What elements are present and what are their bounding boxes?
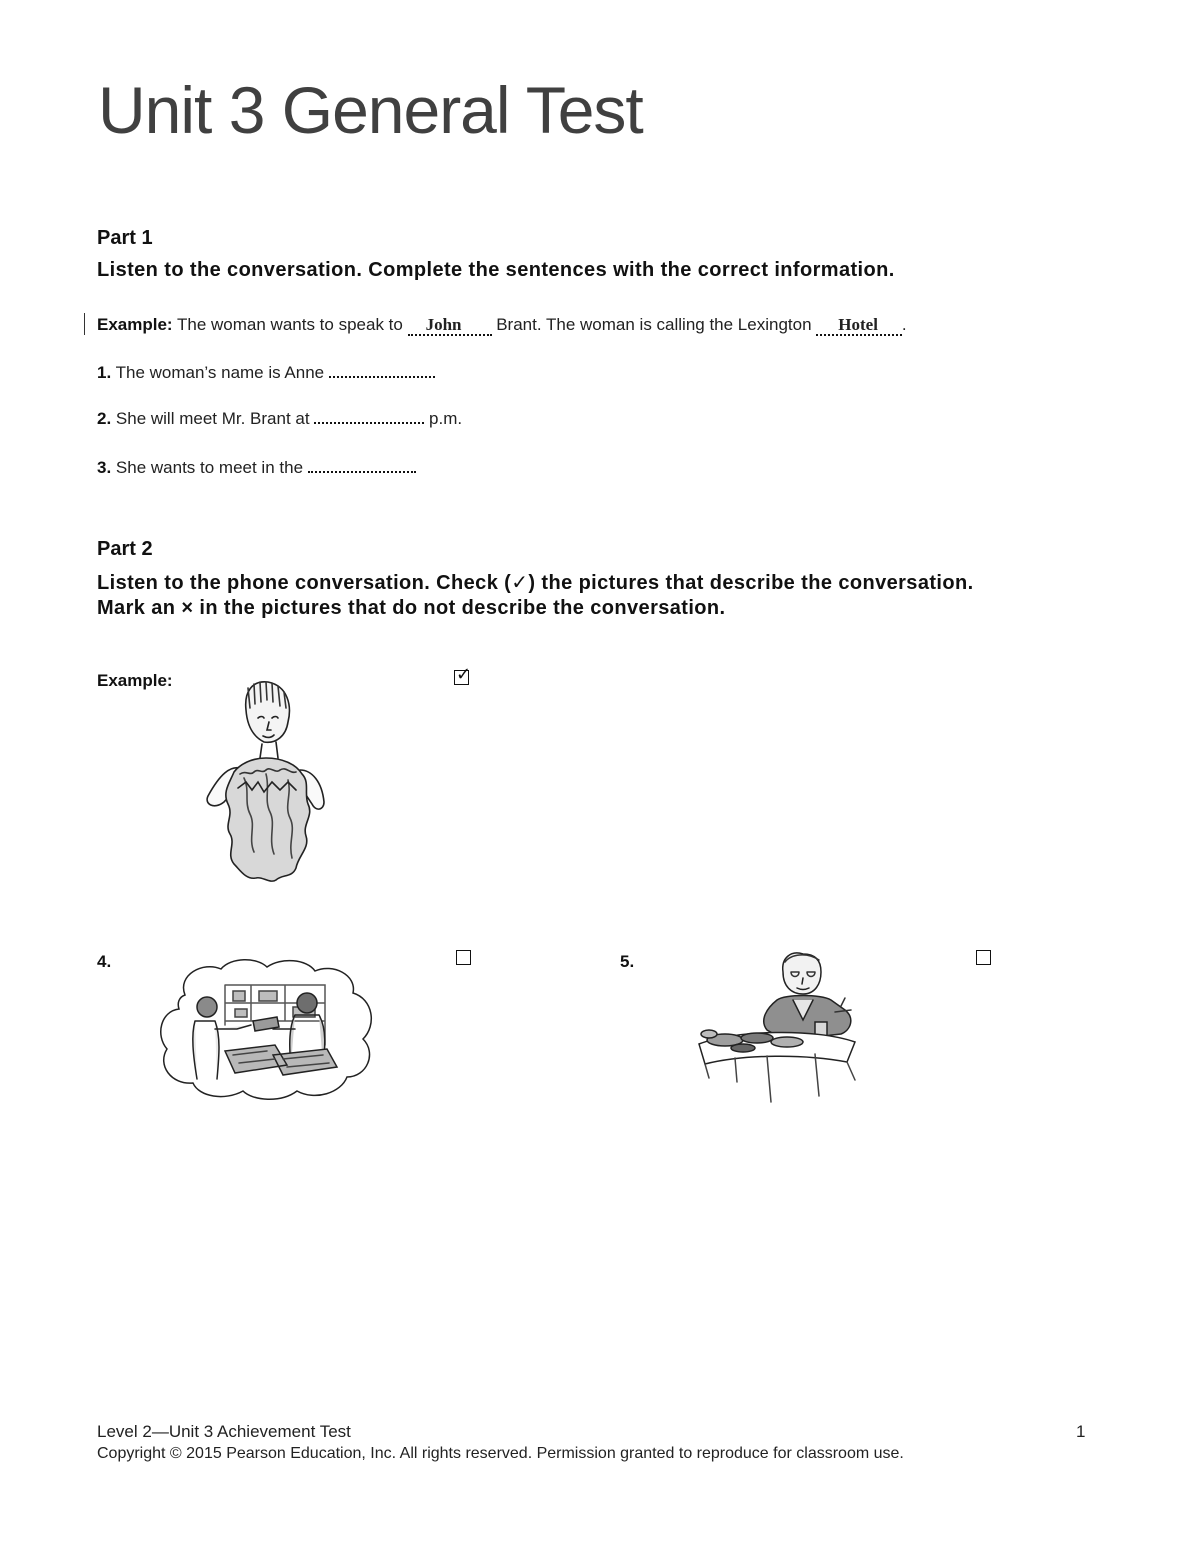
example-text-a: The woman wants to speak to: [172, 315, 408, 334]
woman-with-blouse-illustration: [200, 678, 330, 883]
item-4-checkbox[interactable]: [456, 950, 471, 965]
page-number: 1: [1076, 1422, 1086, 1441]
question-1-blank[interactable]: [329, 362, 435, 378]
shopping-thought-bubble-illustration: [155, 955, 377, 1103]
question-2-after: p.m.: [424, 409, 463, 428]
example-checkbox[interactable]: [454, 664, 472, 685]
check-mark-icon: ✓: [456, 664, 472, 684]
item-4-number: 4.: [97, 952, 112, 971]
question-1-text: The woman’s name is Anne: [111, 363, 329, 382]
part2-instruction-line1: Listen to the phone conversation. Check (✓) the pictures that describe the conversation.: [97, 572, 974, 594]
man-at-dinner-table-illustration: [695, 950, 860, 1105]
question-3: [97, 457, 416, 478]
question-3-text: She wants to meet in the: [111, 458, 308, 477]
page-title: Unit 3 General Test: [98, 73, 643, 147]
example-answer-1: John: [425, 315, 462, 334]
part2-instruction-line2: Mark an × in the pictures that do not describe the conversation.: [97, 597, 726, 619]
example-text-b: Brant. The woman is calling the Lexington: [491, 315, 817, 334]
question-1: [97, 362, 435, 383]
example-answer-2: Hotel: [838, 315, 878, 334]
part1-instruction: Listen to the conversation. Complete the sentences with the correct information.: [97, 259, 895, 281]
item-5-number: 5.: [620, 952, 635, 971]
footer-test-name: Level 2—Unit 3 Achievement Test: [97, 1422, 351, 1441]
item-5-checkbox[interactable]: [976, 950, 991, 965]
example-label: Example:: [97, 315, 173, 334]
copyright-notice: Copyright © 2015 Pearson Education, Inc. All rights reserved. Permission granted to reproduce for classroom use.: [97, 1445, 904, 1462]
question-1-number: 1.: [97, 363, 112, 382]
part2-example-label: Example:: [97, 671, 173, 690]
question-3-blank[interactable]: [308, 457, 416, 473]
example-text-c: .: [901, 315, 907, 334]
part2-heading: Part 2: [97, 538, 153, 560]
question-2: [97, 408, 462, 429]
question-2-text: She will meet Mr. Brant at: [111, 409, 315, 428]
question-3-number: 3.: [97, 458, 112, 477]
part1-heading: Part 1: [97, 227, 153, 249]
part1-example: [97, 315, 907, 335]
text-cursor: [84, 313, 85, 335]
question-2-blank[interactable]: [314, 408, 424, 424]
question-2-number: 2.: [97, 409, 112, 428]
